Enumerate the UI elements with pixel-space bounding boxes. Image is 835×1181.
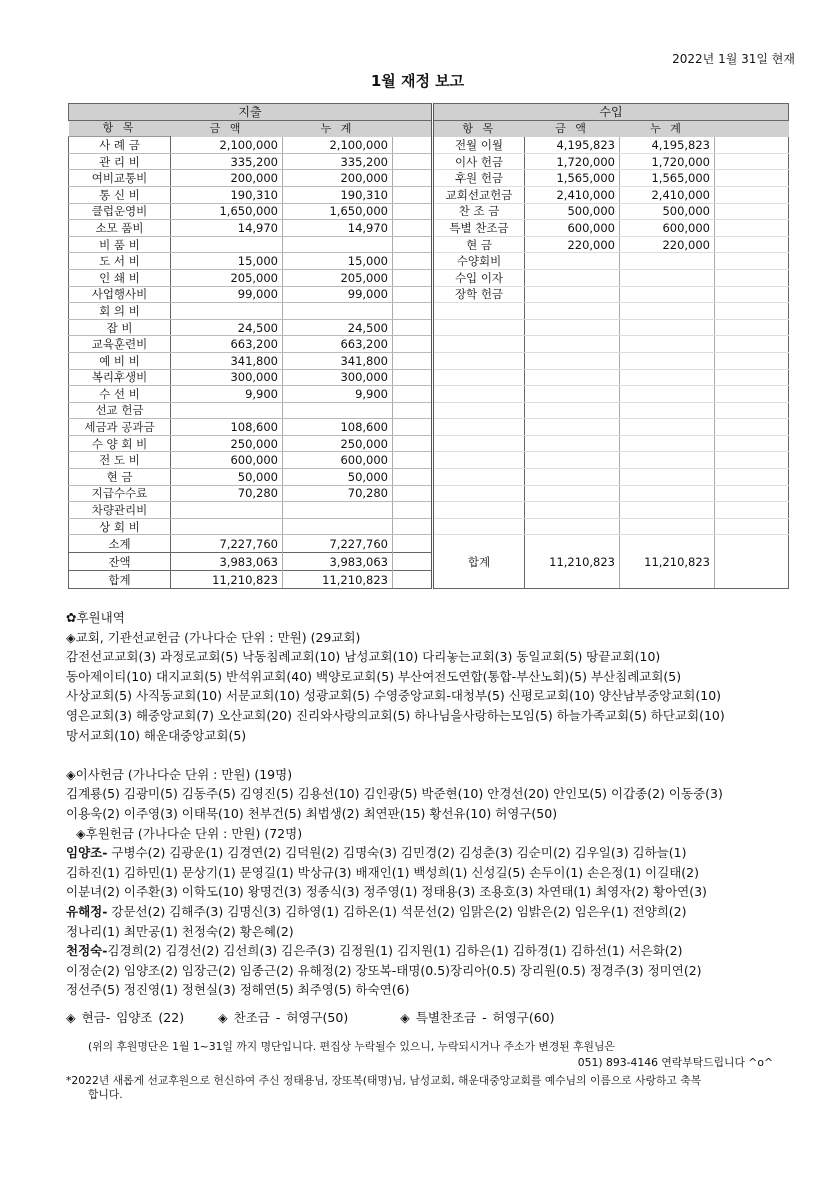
expense-blank <box>393 286 433 303</box>
income-item: 찬 조 금 <box>433 203 525 220</box>
income-total-amount: 11,210,823 <box>525 535 620 589</box>
expense-cumulative: 9,900 <box>283 386 393 403</box>
subtotal-blank <box>393 535 433 553</box>
table-row <box>69 137 789 154</box>
income-blank <box>715 137 789 154</box>
expense-cumulative: 190,310 <box>283 186 393 203</box>
income-amount <box>525 352 620 369</box>
expense-item: 비 품 비 <box>69 236 171 253</box>
income-amount: 220,000 <box>525 236 620 253</box>
income-blank <box>715 419 789 436</box>
income-amount <box>525 485 620 502</box>
income-cumulative <box>620 502 715 519</box>
income-cumulative <box>620 319 715 336</box>
expense-item: 선교 헌금 <box>69 402 171 419</box>
expense-item: 전 도 비 <box>69 452 171 469</box>
expense-blank <box>393 253 433 270</box>
income-item <box>433 369 525 386</box>
expense-blank <box>393 469 433 486</box>
income-item-header: 항 목 <box>433 120 525 137</box>
income-cumulative <box>620 452 715 469</box>
expense-item: 잡 비 <box>69 319 171 336</box>
income-blank <box>715 203 789 220</box>
income-cumulative <box>620 286 715 303</box>
income-item: 수입 이자 <box>433 269 525 286</box>
expense-blank <box>393 386 433 403</box>
expense-blank <box>393 452 433 469</box>
list-item: 감전선교교회(3) 과정로교회(5) 낙동침례교회(10) 남성교회(10) 다리놓는교회(3) 동일교회(5) 땅끝교회(10) <box>66 649 661 665</box>
table-row <box>69 452 789 469</box>
income-cumulative <box>620 253 715 270</box>
expense-cumulative: 1,650,000 <box>283 203 393 220</box>
expense-amount: 70,280 <box>171 485 283 502</box>
table-row <box>69 485 789 502</box>
expense-amount <box>171 236 283 253</box>
church-list <box>66 647 806 745</box>
income-amount <box>525 518 620 535</box>
sponsor-names: 이정순(2) 임양조(2) 임장근(2) 임종근(2) 유해정(2) 장또복-태명(0.5)장리아(0.5) 장리원(0.5) 정경주(3) 정미연(2) <box>66 962 702 978</box>
expense-cumulative: 15,000 <box>283 253 393 270</box>
cash-donation: ◈ 현금- 임양조 (22) <box>66 1009 185 1025</box>
table-row <box>69 352 789 369</box>
income-item <box>433 419 525 436</box>
expense-cumulative: 14,970 <box>283 220 393 237</box>
income-cumulative <box>620 435 715 452</box>
income-blank <box>715 485 789 502</box>
expense-cumulative: 335,200 <box>283 153 393 170</box>
expense-item: 인 쇄 비 <box>69 269 171 286</box>
balance-amount: 3,983,063 <box>171 553 283 571</box>
table-row <box>69 469 789 486</box>
subtotal-amount: 7,227,760 <box>171 535 283 553</box>
table-row <box>69 236 789 253</box>
income-cumulative <box>620 386 715 403</box>
income-item: 교회선교헌금 <box>433 186 525 203</box>
expense-amount: 663,200 <box>171 336 283 353</box>
expense-amount <box>171 518 283 535</box>
income-total-blank <box>715 535 789 589</box>
income-item <box>433 402 525 419</box>
income-cumulative: 4,195,823 <box>620 137 715 154</box>
balance-label: 잔액 <box>69 553 171 571</box>
table-row <box>69 269 789 286</box>
income-blank <box>715 253 789 270</box>
expense-blank <box>393 170 433 187</box>
income-header: 수입 <box>433 104 789 121</box>
income-cumulative <box>620 485 715 502</box>
income-amount <box>525 269 620 286</box>
list-item <box>66 843 806 863</box>
income-item: 현 금 <box>433 236 525 253</box>
table-row <box>69 518 789 535</box>
income-blank <box>715 236 789 253</box>
expense-amount: 341,800 <box>171 352 283 369</box>
income-item <box>433 303 525 320</box>
income-cumulative-header: 누 계 <box>620 120 715 137</box>
total-amount: 11,210,823 <box>171 571 283 589</box>
expense-cumulative: 99,000 <box>283 286 393 303</box>
report-date: 2022년 1월 31일 현재 <box>672 52 795 66</box>
income-amount: 1,720,000 <box>525 153 620 170</box>
income-item <box>433 518 525 535</box>
income-blank <box>715 220 789 237</box>
expense-amount: 600,000 <box>171 452 283 469</box>
expense-blank <box>393 352 433 369</box>
expense-cumulative <box>283 502 393 519</box>
expense-cumulative: 70,280 <box>283 485 393 502</box>
income-amount <box>525 303 620 320</box>
expense-item: 도 서 비 <box>69 253 171 270</box>
balance-blank <box>393 553 433 571</box>
finance-table-body <box>69 104 789 589</box>
income-item <box>433 336 525 353</box>
income-item <box>433 435 525 452</box>
footer-note-3: *2022년 새롭게 선교후원으로 헌신하여 주신 정태용님, 장또복(태명)님, 남성교회, 해운대중앙교회를 예수님의 이름으로 사랑하고 축복 <box>66 1074 702 1087</box>
expense-amount: 15,000 <box>171 253 283 270</box>
expense-blank <box>393 186 433 203</box>
expense-item: 지급수수료 <box>69 485 171 502</box>
income-amount <box>525 369 620 386</box>
list-item: 김계룡(5) 김광미(5) 김동주(5) 김영진(5) 김용선(10) 김인광(5) 박준현(10) 안경선(20) 안인모(5) 이갑종(2) 이동중(3) <box>66 786 723 802</box>
expense-amount: 9,900 <box>171 386 283 403</box>
expense-cumulative <box>283 518 393 535</box>
expense-item: 통 신 비 <box>69 186 171 203</box>
footer-note-4: 합니다. <box>88 1088 123 1101</box>
donations-section <box>66 608 806 1027</box>
income-item <box>433 319 525 336</box>
sponsor-heading: ◈후원헌금 (가나다순 단위 : 만원) (72명) <box>76 825 303 841</box>
finance-subheader-row <box>69 120 789 137</box>
expense-blank <box>393 435 433 452</box>
income-blank <box>715 452 789 469</box>
income-total-cumulative: 11,210,823 <box>620 535 715 589</box>
list-item <box>66 882 806 902</box>
sponsor-names: 김하진(1) 김하민(1) 문상기(1) 문영길(1) 박상규(3) 배재인(1) 백성희(1) 신성길(5) 손두이(1) 손은정(1) 이길태(2) <box>66 864 699 880</box>
income-cumulative <box>620 269 715 286</box>
income-blank <box>715 153 789 170</box>
expense-blank <box>393 203 433 220</box>
expense-blank <box>393 485 433 502</box>
table-row <box>69 402 789 419</box>
income-amount: 4,195,823 <box>525 137 620 154</box>
income-cumulative: 220,000 <box>620 236 715 253</box>
income-item: 수양회비 <box>433 253 525 270</box>
income-amount <box>525 336 620 353</box>
income-cumulative <box>620 518 715 535</box>
expense-cumulative: 50,000 <box>283 469 393 486</box>
table-row <box>69 203 789 220</box>
director-heading: ◈이사헌금 (가나다순 단위 : 만원) (19명) <box>66 766 293 782</box>
sponsor-names: 강문선(2) 김해주(3) 김명신(3) 김하영(1) 김하온(1) 석문선(2) 임맑은(2) 임밝은(2) 임은우(1) 전양희(2) <box>107 903 687 919</box>
expense-item: 소모 품비 <box>69 220 171 237</box>
church-heading: ◈교회, 기관선교헌금 (가나다순 단위 : 만원) (29교회) <box>66 629 361 645</box>
income-item <box>433 502 525 519</box>
expense-cumulative: 108,600 <box>283 419 393 436</box>
expense-amount: 205,000 <box>171 269 283 286</box>
income-item <box>433 386 525 403</box>
income-cumulative <box>620 402 715 419</box>
income-cumulative <box>620 369 715 386</box>
expense-blank <box>393 402 433 419</box>
expense-amount: 50,000 <box>171 469 283 486</box>
donations-heading: ✿후원내역 <box>66 610 125 625</box>
income-blank <box>715 269 789 286</box>
expense-blank <box>393 236 433 253</box>
income-blank <box>715 303 789 320</box>
income-cumulative: 2,410,000 <box>620 186 715 203</box>
expense-amount: 2,100,000 <box>171 137 283 154</box>
income-amount-header: 금 액 <box>525 120 620 137</box>
expense-item: 상 회 비 <box>69 518 171 535</box>
list-item <box>66 902 806 922</box>
income-cumulative: 500,000 <box>620 203 715 220</box>
table-row <box>69 303 789 320</box>
income-cumulative <box>620 303 715 320</box>
sponsor-donation: ◈ 찬조금 - 허영구(50) <box>218 1009 349 1025</box>
table-row <box>69 336 789 353</box>
income-blank <box>715 369 789 386</box>
expense-amount: 108,600 <box>171 419 283 436</box>
income-cumulative: 1,565,000 <box>620 170 715 187</box>
income-item <box>433 485 525 502</box>
expense-item: 교육훈련비 <box>69 336 171 353</box>
expense-item: 예 비 비 <box>69 352 171 369</box>
expense-amount <box>171 402 283 419</box>
income-item: 전월 이월 <box>433 137 525 154</box>
sponsor-names: 구병수(2) 김광운(1) 김경연(2) 김덕원(2) 김명숙(3) 김민경(2) 김성춘(3) 김순미(2) 김우일(3) 김하늘(1) <box>107 845 687 861</box>
income-item: 후원 헌금 <box>433 170 525 187</box>
finance-table <box>68 103 789 589</box>
expense-amount: 1,650,000 <box>171 203 283 220</box>
sponsor-group-leader: 임양조- <box>66 845 108 861</box>
subtotal-cumulative: 7,227,760 <box>283 535 393 553</box>
expense-cumulative: 300,000 <box>283 369 393 386</box>
income-amount <box>525 386 620 403</box>
income-amount <box>525 402 620 419</box>
expense-blank <box>393 502 433 519</box>
income-amount <box>525 469 620 486</box>
expense-item: 수 선 비 <box>69 386 171 403</box>
table-row <box>69 170 789 187</box>
income-blank <box>715 186 789 203</box>
expense-blank-header <box>393 120 433 137</box>
income-blank <box>715 435 789 452</box>
income-blank <box>715 502 789 519</box>
income-item <box>433 352 525 369</box>
expense-amount-header: 금 액 <box>171 120 283 137</box>
expense-amount: 99,000 <box>171 286 283 303</box>
income-amount: 2,410,000 <box>525 186 620 203</box>
table-row <box>69 186 789 203</box>
income-cumulative <box>620 469 715 486</box>
table-row <box>69 253 789 270</box>
expense-cumulative <box>283 303 393 320</box>
expense-item: 수 양 회 비 <box>69 435 171 452</box>
expense-cumulative: 663,200 <box>283 336 393 353</box>
expense-amount: 200,000 <box>171 170 283 187</box>
table-row <box>69 435 789 452</box>
expense-cumulative: 341,800 <box>283 352 393 369</box>
expense-amount <box>171 303 283 320</box>
list-item <box>66 980 806 1000</box>
list-item: 망서교회(10) 해운대중앙교회(5) <box>66 727 247 743</box>
expense-item: 세금과 공과금 <box>69 419 171 436</box>
income-item <box>433 452 525 469</box>
income-item: 특별 찬조금 <box>433 220 525 237</box>
expense-item: 현 금 <box>69 469 171 486</box>
sponsor-names: 이분녀(2) 이주환(3) 이학도(10) 왕명건(3) 정종식(3) 정주영(1) 정태용(3) 조용호(3) 차연태(1) 최영자(2) 황아연(3) <box>66 884 707 900</box>
income-amount <box>525 419 620 436</box>
list-item: 이용욱(2) 이주영(3) 이태묵(10) 천부건(5) 최법생(2) 최연판(15) 황선유(10) 허영구(50) <box>66 805 558 821</box>
income-amount <box>525 502 620 519</box>
table-row <box>69 419 789 436</box>
expense-cumulative: 250,000 <box>283 435 393 452</box>
sponsor-names: 정나리(1) 최만공(1) 천정숙(2) 황은혜(2) <box>66 923 294 939</box>
subtotal-row <box>69 535 789 553</box>
expense-blank <box>393 137 433 154</box>
expense-item: 여비교통비 <box>69 170 171 187</box>
income-amount: 1,565,000 <box>525 170 620 187</box>
expense-blank <box>393 220 433 237</box>
expense-blank <box>393 269 433 286</box>
sponsor-names: 김경희(2) 김경선(2) 김선희(3) 김은주(3) 김정원(1) 김지원(1) 김하은(1) 김하경(1) 김하선(1) 서은화(2) <box>107 943 683 959</box>
income-item: 이사 헌금 <box>433 153 525 170</box>
table-row <box>69 319 789 336</box>
finance-header-row <box>69 104 789 121</box>
income-amount <box>525 253 620 270</box>
expense-amount: 190,310 <box>171 186 283 203</box>
income-blank-header <box>715 120 789 137</box>
expense-item-header: 항 목 <box>69 120 171 137</box>
list-item: 사상교회(5) 사직동교회(10) 서문교회(10) 성광교회(5) 수영중앙교회-대청부(5) 신평로교회(10) 양산남부중앙교회(10) <box>66 688 722 704</box>
expense-blank <box>393 153 433 170</box>
expense-cumulative: 24,500 <box>283 319 393 336</box>
total-label: 합계 <box>69 571 171 589</box>
income-item <box>433 469 525 486</box>
income-blank <box>715 336 789 353</box>
total-blank <box>393 571 433 589</box>
list-item <box>66 941 806 961</box>
table-row <box>69 286 789 303</box>
income-cumulative: 1,720,000 <box>620 153 715 170</box>
expense-amount: 300,000 <box>171 369 283 386</box>
expense-blank <box>393 518 433 535</box>
expense-item: 회 의 비 <box>69 303 171 320</box>
income-amount <box>525 452 620 469</box>
list-item <box>66 961 806 981</box>
list-item: 동아제이티(10) 대지교회(5) 반석위교회(40) 백양로교회(5) 부산여전도연합(통합-부산노회)(5) 부산침례교회(5) <box>66 668 682 684</box>
subtotal-label: 소계 <box>69 535 171 553</box>
income-amount <box>525 435 620 452</box>
expense-cumulative: 600,000 <box>283 452 393 469</box>
list-item <box>66 922 806 942</box>
income-blank <box>715 402 789 419</box>
income-item: 장학 헌금 <box>433 286 525 303</box>
income-blank <box>715 352 789 369</box>
table-row <box>69 386 789 403</box>
expense-item: 사 례 금 <box>69 137 171 154</box>
income-cumulative <box>620 336 715 353</box>
expense-cumulative: 2,100,000 <box>283 137 393 154</box>
expense-amount: 24,500 <box>171 319 283 336</box>
director-list <box>66 784 806 823</box>
expense-amount: 14,970 <box>171 220 283 237</box>
sponsor-group-leader: 유해정- <box>66 903 108 919</box>
income-cumulative <box>620 352 715 369</box>
expense-blank <box>393 319 433 336</box>
expense-cumulative <box>283 236 393 253</box>
expense-item: 관 리 비 <box>69 153 171 170</box>
special-donations-line <box>66 1008 806 1028</box>
balance-cumulative: 3,983,063 <box>283 553 393 571</box>
income-amount <box>525 319 620 336</box>
footer-note-2: 051) 893-4146 연락부탁드립니다 ^o^ <box>577 1056 773 1069</box>
expense-header: 지출 <box>69 104 433 121</box>
income-blank <box>715 319 789 336</box>
list-item <box>66 863 806 883</box>
income-amount: 600,000 <box>525 220 620 237</box>
list-item: 영은교회(3) 해중앙교회(7) 오산교회(20) 진리와사랑의교회(5) 하나님을사랑하는모임(5) 하늘가족교회(5) 하단교회(10) <box>66 707 725 723</box>
expense-cumulative <box>283 402 393 419</box>
expense-blank <box>393 303 433 320</box>
income-blank <box>715 469 789 486</box>
expense-blank <box>393 369 433 386</box>
expense-cumulative-header: 누 계 <box>283 120 393 137</box>
page-title: 1월 재정 보고 <box>370 72 465 90</box>
income-amount <box>525 286 620 303</box>
expense-cumulative: 205,000 <box>283 269 393 286</box>
footer-note-1: (위의 후원명단은 1월 1~31일 까지 명단입니다. 편집상 누락될수 있으니, 누락되시거나 주소가 변경된 후원님은 <box>88 1040 615 1053</box>
table-row <box>69 220 789 237</box>
income-amount: 500,000 <box>525 203 620 220</box>
sponsor-list <box>66 843 806 1000</box>
expense-item: 클럽운영비 <box>69 203 171 220</box>
income-blank <box>715 386 789 403</box>
expense-amount <box>171 502 283 519</box>
table-row <box>69 153 789 170</box>
sponsor-names: 정선주(5) 정진영(1) 정현실(3) 정해연(5) 최주영(5) 하숙연(6) <box>66 982 410 998</box>
sponsor-group-leader: 천정숙- <box>66 943 108 959</box>
income-cumulative: 600,000 <box>620 220 715 237</box>
income-blank <box>715 286 789 303</box>
special-sponsor-donation: ◈ 특별찬조금 - 허영구(60) <box>400 1009 555 1025</box>
expense-item: 복리후생비 <box>69 369 171 386</box>
expense-cumulative: 200,000 <box>283 170 393 187</box>
expense-blank <box>393 336 433 353</box>
expense-amount: 335,200 <box>171 153 283 170</box>
income-blank <box>715 170 789 187</box>
expense-amount: 250,000 <box>171 435 283 452</box>
expense-blank <box>393 419 433 436</box>
income-blank <box>715 518 789 535</box>
expense-item: 차량관리비 <box>69 502 171 519</box>
table-row <box>69 502 789 519</box>
income-total-label: 합계 <box>433 535 525 589</box>
total-cumulative: 11,210,823 <box>283 571 393 589</box>
expense-item: 사업행사비 <box>69 286 171 303</box>
income-cumulative <box>620 419 715 436</box>
table-row <box>69 369 789 386</box>
